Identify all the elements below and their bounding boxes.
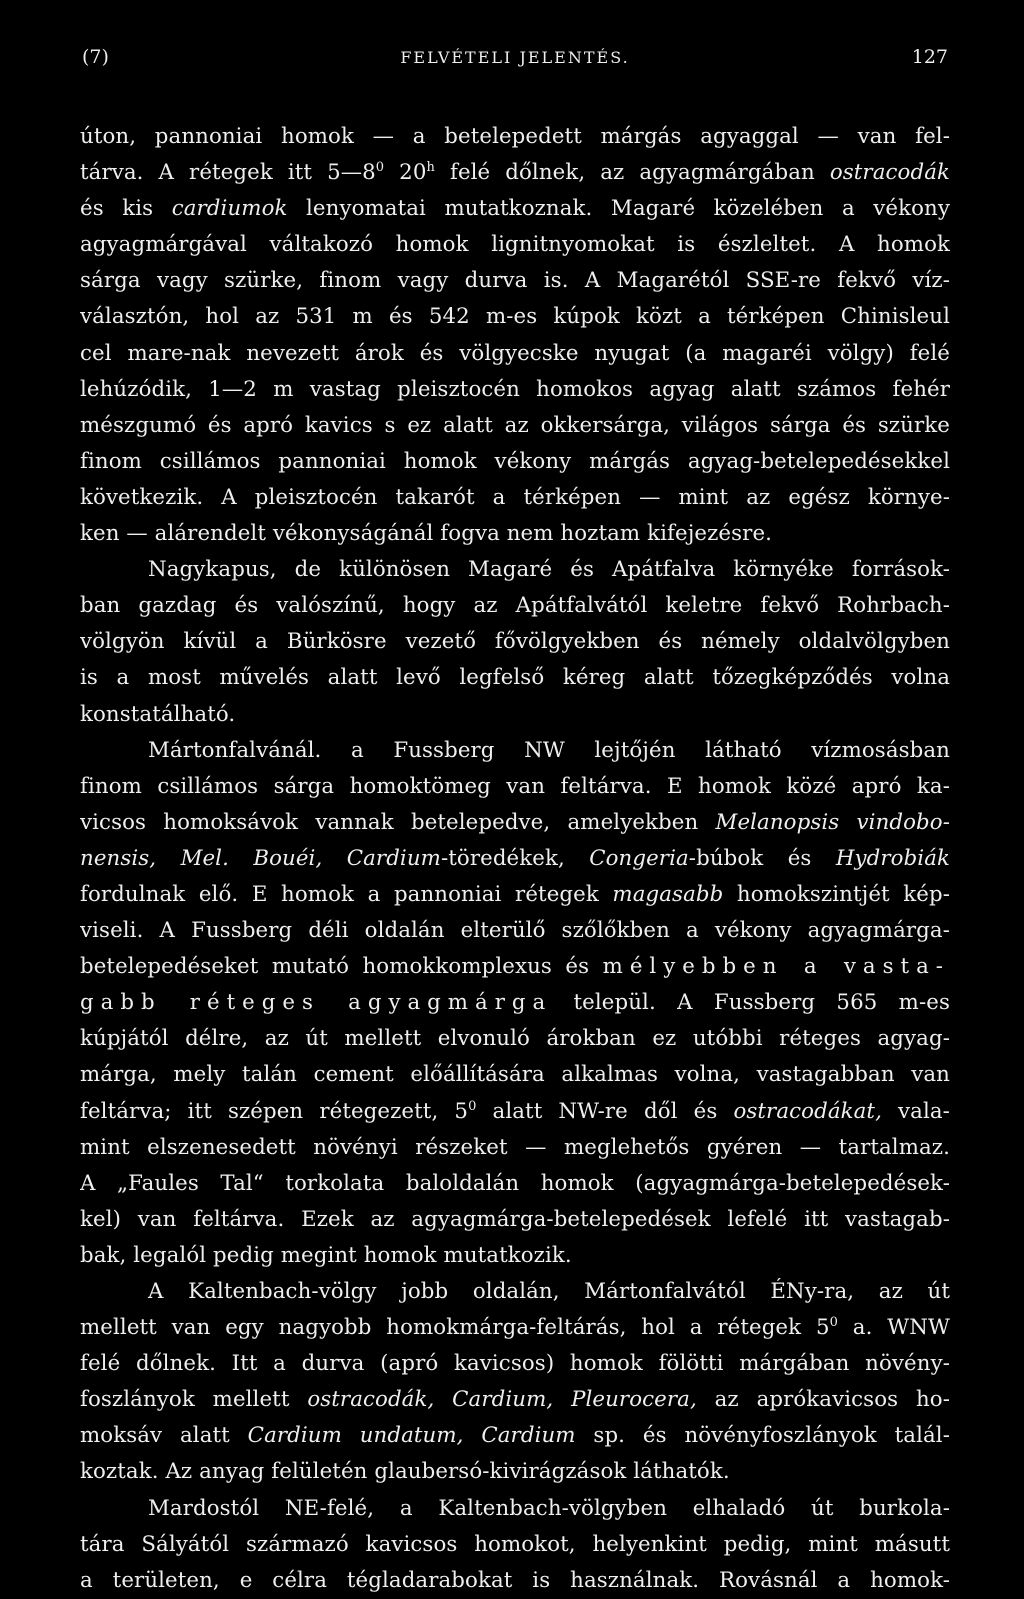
text-line: moksáv alatt Cardium undatum, Cardium sp. és növényfoszlányok talál-	[80, 1423, 950, 1449]
text-line: cel mare-nak nevezett árok és völgyecske nyugat (a magaréi völgy) felé	[80, 340, 950, 366]
page-header	[82, 46, 948, 76]
text-line: és kis cardiumok lenyomatai mutatkoznak. Magaré közelében a vékony	[80, 196, 950, 222]
section-number: (7)	[82, 46, 109, 68]
text-line: ken — alárendelt vékonyságánál fogva nem hoztam kifejezésre.	[80, 521, 773, 547]
text-line: Nagykapus, de különösen Magaré és Apátfalva környéke források-	[148, 557, 950, 583]
text-line: A „Faules Tal“ torkolata baloldalán homok (agyagmárga-betelepedések-	[80, 1170, 950, 1196]
text-line: ban gazdag és valószínű, hogy az Apátfalvától keletre fekvő Rohrbach-	[80, 593, 950, 619]
text-line: betelepedéseket mutató homokkomplexus és mélyebben a vasta-	[80, 954, 950, 980]
text-line: konstatálható.	[80, 701, 236, 727]
text-line: koztak. Az anyag felületén glaubersó-kivirágzások láthatók.	[80, 1459, 730, 1485]
text-line: nensis, Mel. Bouéi, Cardium-töredékek, Congeria-búbok és Hydrobiák	[80, 845, 950, 871]
text-line: márga, mely talán cement előállítására alkalmas volna, vastagabban van	[80, 1062, 950, 1088]
text-line: finom csillámos pannoniai homok vékony márgás agyag-betelepedésekkel	[80, 448, 950, 474]
text-line: foszlányok mellett ostracodák, Cardium, Pleurocera, az aprókavicsos ho-	[80, 1387, 950, 1413]
text-line: mint elszenesedett növényi részeket — meglehetős gyéren — tartalmaz.	[80, 1134, 950, 1160]
text-line: viseli. A Fussberg déli oldalán elterülő szőlőkben a vékony agyagmárga-	[80, 918, 950, 944]
text-line: a területen, e célra tégladarabokat is használnak. Rovásnál a homok-	[80, 1567, 950, 1593]
text-line: felé dőlnek. Itt a durva (apró kavicsos) homok fölötti márgában növény-	[80, 1351, 950, 1377]
text-line: kel) van feltárva. Ezek az agyagmárga-betelepedések lefelé itt vastagab-	[80, 1206, 950, 1232]
text-line: gabb réteges agyagmárga települ. A Fussberg 565 m-es	[80, 990, 950, 1016]
text-line: mészgumó és apró kavics s ez alatt az okkersárga, világos sárga és szürke	[80, 412, 950, 438]
text-line: választón, hol az 531 m és 542 m-es kúpok közt a térképen Chinisleul	[80, 304, 950, 330]
text-line: völgyön kívül a Bürkösre vezető fővölgyekben és némely oldalvölgyben	[80, 629, 950, 655]
text-line: bak, legalól pedig megint homok mutatkozik.	[80, 1242, 572, 1268]
text-line: tárva. A rétegek itt $5—8^0$ 20$^h$ felé dőlnek, az agyagmárgában ostracodák	[80, 160, 950, 186]
text-line: A Kaltenbach-völgy jobb oldalán, Mártonfalvától ÉNy-ra, az út	[148, 1279, 950, 1304]
text-line: lehúzódik, 1—2 m vastag pleisztocén homokos agyag alatt számos fehér	[80, 376, 950, 402]
text-line: agyagmárgával váltakozó homok lignitnyomokat is észleltet. A homok	[80, 232, 950, 258]
text-line: úton, pannoniai homok — a betelepedett márgás agyaggal — van fel-	[80, 124, 950, 149]
text-line: Mardostól NE-felé, a Kaltenbach-völgyben elhaladó út burkola-	[148, 1495, 950, 1521]
text-line: sárga vagy szürke, finom vagy durva is. A Magarétól SSE-re fekvő víz-	[80, 268, 950, 294]
text-line: fordulnak elő. E homok a pannoniai rétegek magasabb homokszintjét kép-	[80, 881, 950, 907]
text-line: következik. A pleisztocén takarót a térképen — mint az egész környe-	[80, 484, 950, 510]
body-text	[80, 119, 950, 1599]
text-line: Mártonfalvánál. a Fussberg NW lejtőjén látható vízmosásban	[148, 737, 950, 763]
text-line: vicsos homoksávok vannak betelepedve, amelyekben Melanopsis vindobo-	[80, 809, 950, 835]
running-title: FELVÉTELI JELENTÉS.	[400, 48, 630, 67]
text-line: feltárva; itt szépen rétegezett, $5^0$ alatt NW-re dől és ostracodákat, vala-	[80, 1098, 950, 1124]
text-line: finom csillámos sárga homoktömeg van feltárva. E homok közé apró ka-	[80, 773, 950, 799]
page-number: 127	[911, 46, 948, 68]
text-line: kúpjától délre, az út mellett elvonuló árokban ez utóbbi réteges agyag-	[80, 1026, 950, 1052]
text-line: tára Sályától származó kavicsos homokot, helyenkint pedig, mint másutt	[80, 1531, 950, 1557]
text-line: mellett van egy nagyobb homokmárga-feltárás, hol a rétegek $5^0$ a. WNW	[80, 1315, 950, 1341]
text-line: is a most művelés alatt levő legfelső kéreg alatt tőzegképződés volna	[80, 665, 950, 691]
